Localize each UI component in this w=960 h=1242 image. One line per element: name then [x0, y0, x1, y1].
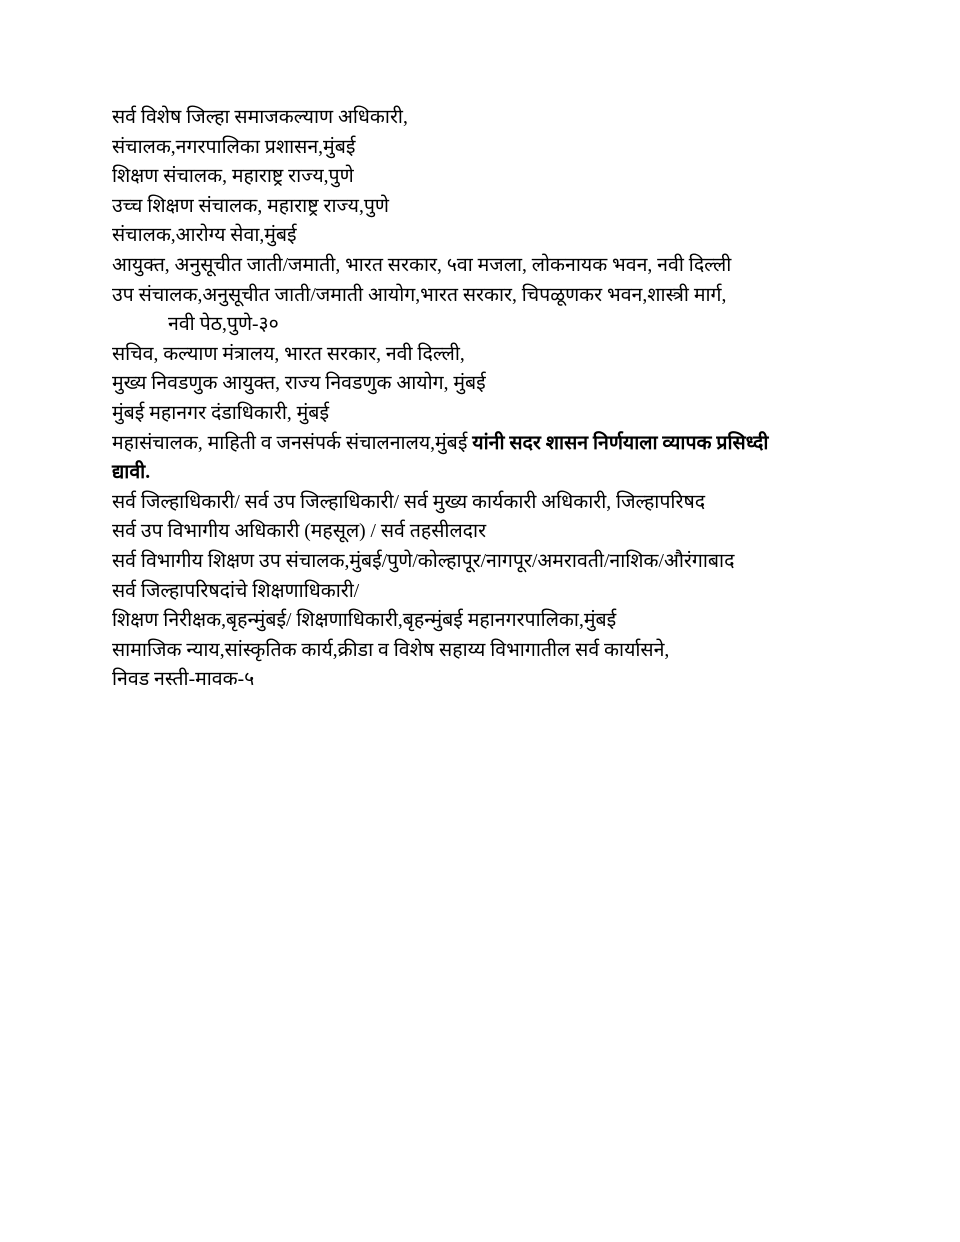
paragraph-line-mixed: [112, 429, 957, 459]
paragraph-line: सर्व जिल्हाधिकारी/ सर्व उप जिल्हाधिकारी/ सर्व मुख्य कार्यकारी अधिकारी, जिल्हापरिषद: [112, 491, 706, 513]
paragraph-line: संचालक,नगरपालिका प्रशासन,मुंबई: [112, 136, 356, 158]
line-bold-segment: यांनी सदर शासन निर्णयाला व्यापक प्रसिध्दी: [472, 432, 769, 454]
paragraph-line: सामाजिक न्याय,सांस्कृतिक कार्य,क्रीडा व विशेष सहाय्य विभागातील सर्व कार्यासने,: [112, 639, 670, 661]
paragraph-line: शिक्षण निरीक्षक,बृहन्मुंबई/ शिक्षणाधिकारी,बृहन्मुंबई महानगरपालिका,मुंबई: [112, 610, 617, 632]
paragraph-line: सर्व उप विभागीय अधिकारी (महसूल) / सर्व तहसीलदार: [112, 521, 487, 543]
paragraph-line: सर्व विशेष जिल्हा समाजकल्याण अधिकारी,: [112, 107, 408, 128]
paragraph-line: आयुक्त, अनुसूचीत जाती/जमाती, भारत सरकार, ५वा मजला, लोकनायक भवन, नवी दिल्ली: [112, 254, 732, 276]
paragraph-line: सचिव, कल्याण मंत्रालय, भारत सरकार, नवी दिल्ली,: [112, 343, 465, 365]
paragraph-line: शिक्षण संचालक, महाराष्ट्र राज्य,पुणे: [112, 166, 354, 188]
paragraph-line: मुख्य निवडणुक आयुक्त, राज्य निवडणुक आयोग, मुंबई: [112, 373, 486, 395]
paragraph-line: उच्च शिक्षण संचालक, महाराष्ट्र राज्य,पुणे: [112, 195, 390, 217]
paragraph-line: मुंबई महानगर दंडाधिकारी, मुंबई: [112, 402, 330, 424]
paragraph-line: सर्व जिल्हापरिषदांचे शिक्षणाधिकारी/: [112, 580, 360, 602]
paragraph-line: सर्व विभागीय शिक्षण उप संचालक,मुंबई/पुणे/कोल्हापूर/नागपूर/अमरावती/नाशिक/औरंगाबाद: [112, 550, 735, 572]
paragraph-line: उप संचालक,अनुसूचीत जाती/जमाती आयोग,भारत सरकार, चिपळूणकर भवन,शास्त्री मार्ग,: [112, 284, 727, 306]
line-normal-segment: महासंचालक, माहिती व जनसंपर्क संचालनालय,मुंबई: [112, 432, 473, 454]
document-body: [112, 103, 957, 695]
paragraph-line: संचालक,आरोग्य सेवा,मुंबई: [112, 225, 297, 247]
paragraph-line: निवड नस्ती-मावक-५: [112, 669, 255, 691]
paragraph-line-indented: नवी पेठ,पुणे-३०: [168, 314, 279, 336]
paragraph-line-bold: द्यावी.: [112, 462, 151, 484]
